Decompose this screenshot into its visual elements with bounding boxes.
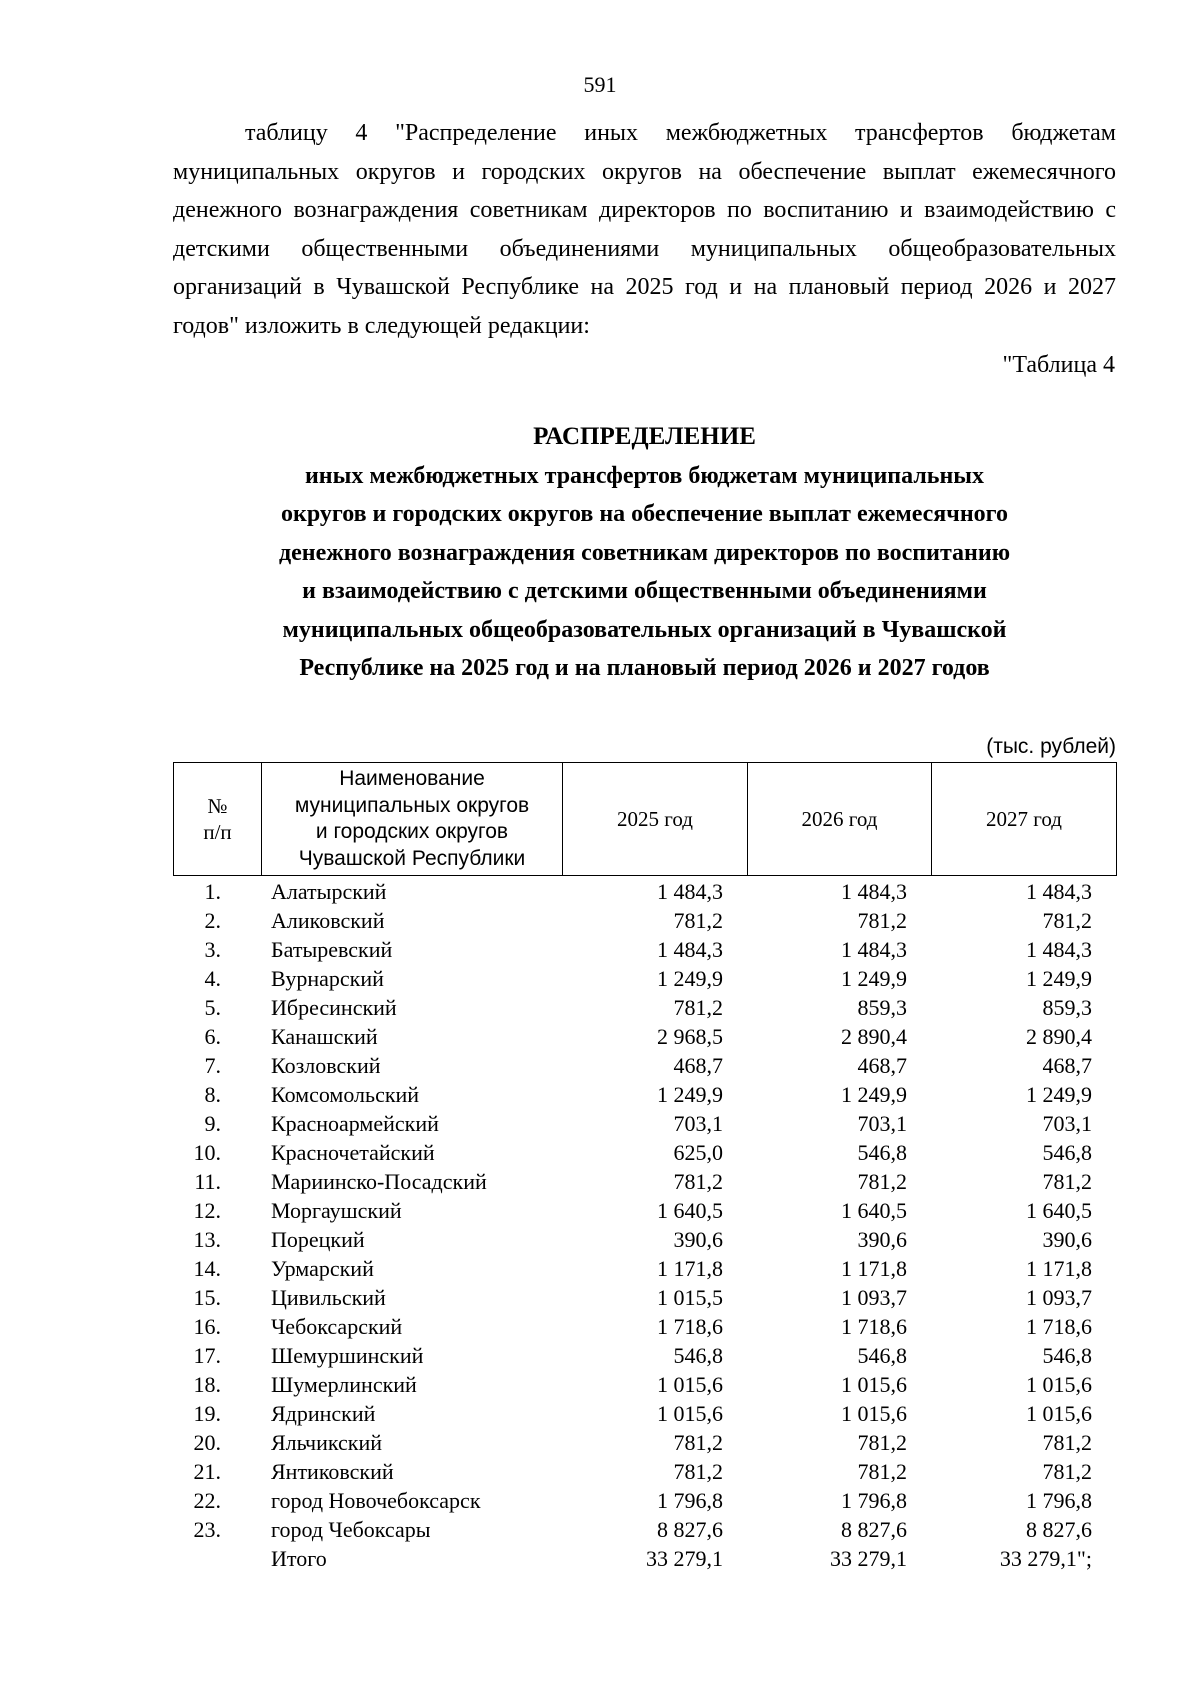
row-number: 20.	[193, 1430, 221, 1455]
district-name: Мариинско-Посадский	[271, 1169, 487, 1194]
table-row	[173, 1080, 1116, 1109]
value-2026: 1 484,3	[841, 879, 907, 904]
value-2025: 625,0	[673, 1140, 723, 1165]
table-row	[173, 1167, 1116, 1196]
value-2026: 781,2	[857, 1430, 907, 1455]
table-row	[173, 1370, 1116, 1399]
table-body	[173, 877, 1116, 1573]
value-2026: 1 640,5	[841, 1198, 907, 1223]
value-2027: 1 484,3	[1026, 937, 1092, 962]
table-row	[173, 1196, 1116, 1225]
district-name: Козловский	[271, 1053, 381, 1078]
district-name: Батыревский	[271, 937, 393, 962]
value-2027: 546,8	[1042, 1343, 1092, 1368]
value-2027: 703,1	[1042, 1111, 1092, 1136]
value-2026: 1 015,6	[841, 1372, 907, 1397]
table-row	[173, 964, 1116, 993]
value-2027: 546,8	[1042, 1140, 1092, 1165]
value-2027: 1 171,8	[1026, 1256, 1092, 1281]
value-2027: 1 015,6	[1026, 1401, 1092, 1426]
row-number: 21.	[193, 1459, 221, 1484]
value-2026: 703,1	[857, 1111, 907, 1136]
header-num: № п/п	[174, 763, 262, 876]
value-2027: 1 249,9	[1026, 966, 1092, 991]
row-number: 4.	[204, 966, 221, 991]
unit-note: (тыс. рублей)	[986, 735, 1116, 758]
value-2025: 781,2	[673, 995, 723, 1020]
value-2027: 2 890,4	[1026, 1024, 1092, 1049]
value-2025: 781,2	[673, 908, 723, 933]
intro-paragraph: таблицу 4 "Распределение иных межбюджетных трансфертов бюджетам муниципальных округов и городских округов на обеспечение выплат ежемесячного денежного вознаграждения советникам директоров по воспитанию и взаимодействию с детскими общественными объединениями муниципальных общеобразовательных организаций в Чувашской Республике на 2025 год и на плановый период 2026 и 2027 годов" изложить в следующей редакции:	[173, 120, 1116, 339]
value-2026: 859,3	[857, 995, 907, 1020]
row-number: 11.	[194, 1169, 221, 1194]
value-2026: 2 890,4	[841, 1024, 907, 1049]
district-name: Яльчикский	[271, 1430, 382, 1455]
value-2025: 1 015,5	[657, 1285, 723, 1310]
value-2026: 8 827,6	[841, 1517, 907, 1542]
value-2026: 1 796,8	[841, 1488, 907, 1513]
value-2026: 33 279,1	[830, 1546, 907, 1571]
value-2027: 8 827,6	[1026, 1517, 1092, 1542]
district-name: Красноармейский	[271, 1111, 439, 1136]
district-name: Порецкий	[271, 1227, 365, 1252]
district-name: Урмарский	[271, 1256, 374, 1281]
value-2025: 1 718,6	[657, 1314, 723, 1339]
heading-line: иных межбюджетных трансфертов бюджетам муниципальных	[304, 462, 985, 489]
value-2027: 33 279,1";	[999, 1546, 1092, 1571]
value-2026: 781,2	[857, 1459, 907, 1484]
value-2027: 781,2	[1042, 1169, 1092, 1194]
row-number: 19.	[193, 1401, 221, 1426]
table-row	[173, 993, 1116, 1022]
row-number: 7.	[204, 1053, 221, 1078]
table-row	[173, 1457, 1116, 1486]
value-2027: 1 796,8	[1026, 1488, 1092, 1513]
row-number: 8.	[204, 1082, 221, 1107]
value-2025: 1 171,8	[657, 1256, 723, 1281]
table-row	[173, 1399, 1116, 1428]
value-2025: 1 015,6	[657, 1372, 723, 1397]
heading-line: и взаимодействию с детскими общественными объединениями	[302, 578, 987, 604]
heading-line: муниципальных общеобразовательных организаций в Чувашской	[282, 616, 1007, 643]
value-2025: 703,1	[673, 1111, 723, 1136]
row-number: 6.	[204, 1024, 221, 1049]
value-2025: 1 249,9	[657, 1082, 723, 1107]
table-row	[173, 1428, 1116, 1457]
value-2025: 1 249,9	[657, 966, 723, 991]
total-row	[173, 1544, 1116, 1573]
row-number: 18.	[193, 1372, 221, 1397]
value-2026: 781,2	[857, 1169, 907, 1194]
table-row	[173, 1312, 1116, 1341]
table-row	[173, 1109, 1116, 1138]
district-name: Итого	[271, 1546, 327, 1571]
value-2026: 390,6	[857, 1227, 907, 1252]
table-row	[173, 1022, 1116, 1051]
value-2027: 781,2	[1042, 1459, 1092, 1484]
heading-line: Республике на 2025 год и на плановый период 2026 и 2027 годов	[299, 655, 990, 681]
table-row	[173, 1225, 1116, 1254]
value-2027: 859,3	[1042, 995, 1092, 1020]
district-name: Ядринский	[271, 1401, 376, 1426]
table-row	[173, 1341, 1116, 1370]
district-name: Ибресинский	[271, 995, 397, 1020]
table-row	[173, 906, 1116, 935]
row-number: 17.	[193, 1343, 221, 1368]
row-number: 13.	[193, 1227, 221, 1252]
value-2025: 546,8	[673, 1343, 723, 1368]
district-name: Аликовский	[271, 908, 385, 933]
value-2027: 1 640,5	[1026, 1198, 1092, 1223]
value-2026: 468,7	[857, 1053, 907, 1078]
value-2026: 546,8	[857, 1343, 907, 1368]
value-2027: 781,2	[1042, 908, 1092, 933]
value-2025: 1 015,6	[657, 1401, 723, 1426]
value-2025: 781,2	[673, 1430, 723, 1455]
value-2027: 390,6	[1042, 1227, 1092, 1252]
table-header	[173, 762, 1117, 876]
row-number: 2.	[204, 908, 221, 933]
district-name: Моргаушский	[271, 1198, 402, 1223]
district-name: Цивильский	[271, 1285, 386, 1310]
table-reference-label: "Таблица 4	[1002, 352, 1115, 378]
value-2025: 390,6	[673, 1227, 723, 1252]
table-row	[173, 935, 1116, 964]
value-2025: 781,2	[673, 1169, 723, 1194]
row-number: 9.	[204, 1111, 221, 1136]
value-2027: 1 484,3	[1026, 879, 1092, 904]
district-name: Комсомольский	[271, 1082, 420, 1107]
value-2025: 1 484,3	[657, 879, 723, 904]
district-name: Янтиковский	[271, 1459, 394, 1484]
value-2026: 1 718,6	[841, 1314, 907, 1339]
header-2025: 2025 год	[563, 763, 748, 876]
value-2027: 468,7	[1042, 1053, 1092, 1078]
value-2025: 781,2	[673, 1459, 723, 1484]
value-2027: 1 015,6	[1026, 1372, 1092, 1397]
row-number: 22.	[193, 1488, 221, 1513]
table-row	[173, 1283, 1116, 1312]
value-2025: 468,7	[673, 1053, 723, 1078]
value-2026: 1 015,6	[841, 1401, 907, 1426]
table-row	[173, 1051, 1116, 1080]
row-number: 16.	[193, 1314, 221, 1339]
value-2026: 1 484,3	[841, 937, 907, 962]
heading-line: округов и городских округов на обеспечение выплат ежемесячного	[281, 501, 1008, 527]
district-name: Канашский	[271, 1024, 378, 1049]
value-2026: 781,2	[857, 908, 907, 933]
value-2025: 33 279,1	[646, 1546, 723, 1571]
row-number: 10.	[193, 1140, 221, 1165]
value-2026: 1 249,9	[841, 1082, 907, 1107]
heading-title: РАСПРЕДЕЛЕНИЕ	[533, 423, 756, 450]
table-row	[173, 1486, 1116, 1515]
row-number: 15.	[193, 1285, 221, 1310]
header-name: Наименование муниципальных округов и городских округов Чувашской Республики	[262, 763, 563, 876]
header-row	[174, 763, 1117, 876]
value-2026: 1 093,7	[841, 1285, 907, 1310]
value-2025: 2 968,5	[657, 1024, 723, 1049]
row-number: 23.	[193, 1517, 221, 1542]
header-2027: 2027 год	[932, 763, 1117, 876]
row-number: 5.	[204, 995, 221, 1020]
value-2025: 1 484,3	[657, 937, 723, 962]
district-name: Чебоксарский	[271, 1314, 403, 1339]
district-name: Вурнарский	[271, 966, 384, 991]
value-2027: 1 249,9	[1026, 1082, 1092, 1107]
heading-line: денежного вознаграждения советникам директоров по воспитанию	[278, 539, 1011, 566]
value-2027: 781,2	[1042, 1430, 1092, 1455]
value-2027: 1 718,6	[1026, 1314, 1092, 1339]
row-number: 14.	[193, 1256, 221, 1281]
row-number	[173, 1544, 261, 1573]
district-name: Шемуршинский	[271, 1343, 424, 1368]
district-name: город Новочебоксарск	[271, 1488, 481, 1513]
row-number: 1.	[204, 879, 221, 904]
district-name: Красночетайский	[271, 1140, 435, 1165]
document-heading	[173, 418, 1116, 688]
table-row	[173, 1254, 1116, 1283]
value-2027: 1 093,7	[1026, 1285, 1092, 1310]
district-name: город Чебоксары	[271, 1517, 431, 1542]
value-2025: 1 640,5	[657, 1198, 723, 1223]
district-name: Шумерлинский	[271, 1372, 417, 1397]
value-2025: 8 827,6	[657, 1517, 723, 1542]
table-row	[173, 877, 1116, 906]
table-row	[173, 1515, 1116, 1544]
value-2026: 1 249,9	[841, 966, 907, 991]
header-2026: 2026 год	[748, 763, 932, 876]
value-2026: 1 171,8	[841, 1256, 907, 1281]
row-number: 3.	[204, 937, 221, 962]
data-table	[173, 877, 1116, 1573]
table-row	[173, 1138, 1116, 1167]
page-number: 591	[583, 72, 617, 97]
district-name: Алатырский	[271, 879, 387, 904]
value-2025: 1 796,8	[657, 1488, 723, 1513]
value-2026: 546,8	[857, 1140, 907, 1165]
row-number: 12.	[193, 1198, 221, 1223]
